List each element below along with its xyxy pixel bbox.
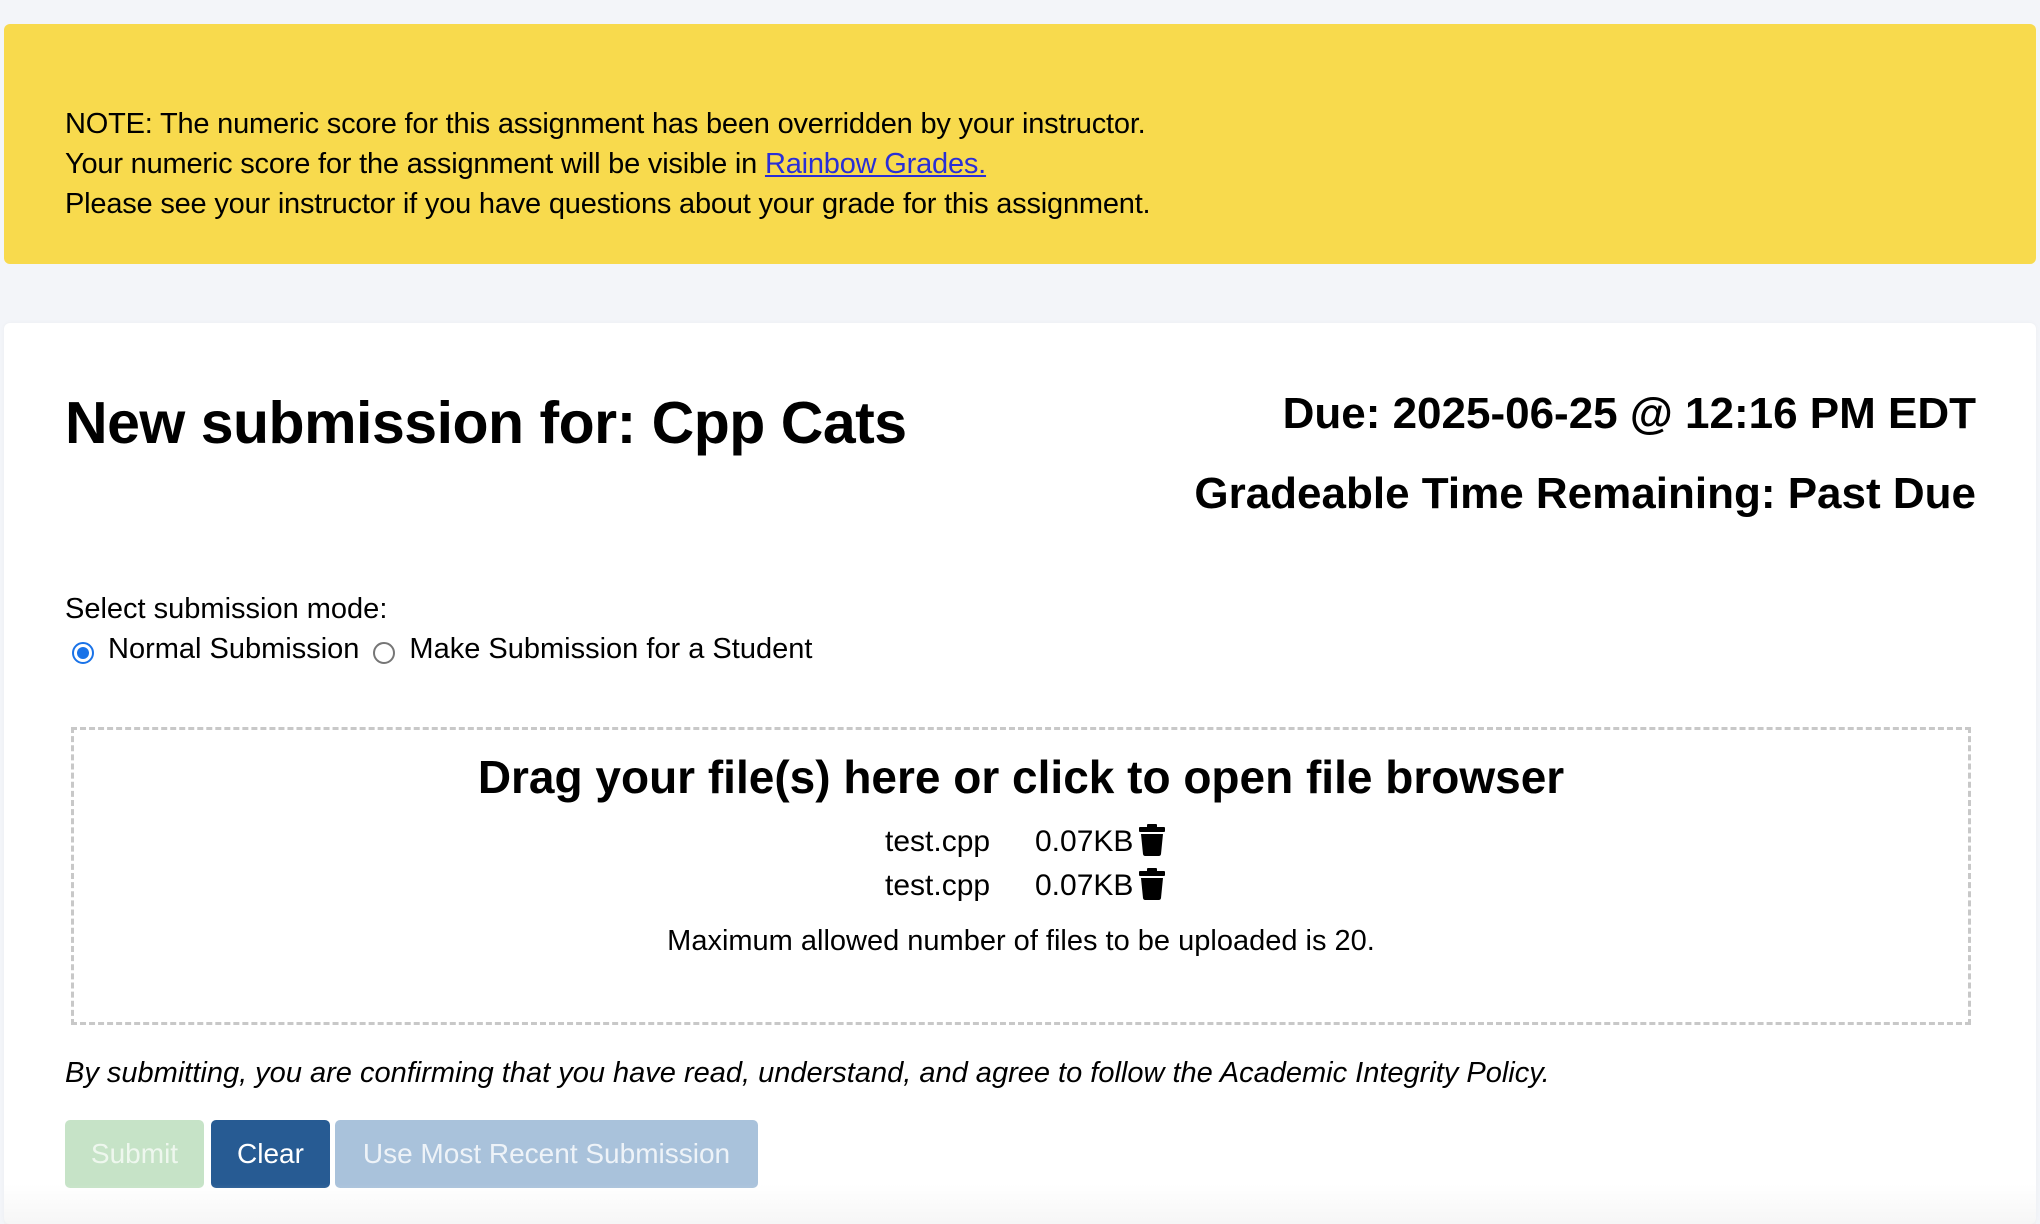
rainbow-grades-link[interactable]: Rainbow Grades. [764,148,987,180]
dropzone-title[interactable]: Drag your file(s) here or click to open file browser [477,751,1565,803]
notice-line-3: Please see your instructor if you have questions about your grade for this assignment. [65,188,1151,220]
trash-icon[interactable] [1139,868,1165,900]
submission-mode-label: Select submission mode: [65,593,388,625]
student-submission-label[interactable]: Make Submission for a Student [409,633,813,665]
file-list-item [885,869,1165,903]
max-files-note: Maximum allowed number of files to be uploaded is 20. [667,925,1375,957]
file-list-item [885,825,1165,859]
academic-integrity-statement: By submitting, you are confirming that you have read, understand, and agree to follow the Academic Integrity Policy. [65,1057,1550,1089]
file-name: test.cpp [885,825,991,858]
clear-button[interactable]: Clear [211,1120,330,1188]
student-submission-radio[interactable] [373,642,395,664]
notice-line-2 [65,144,2036,184]
use-most-recent-submission-button[interactable]: Use Most Recent Submission [335,1120,758,1188]
due-date: Due: 2025-06-25 @ 12:16 PM EDT [1282,389,1976,438]
notice-line-2-text: Your numeric score for the assignment will be visible in [65,148,765,180]
file-size: 0.07KB [1035,825,1134,858]
submission-card [4,323,2036,1224]
time-remaining: Gradeable Time Remaining: Past Due [1194,469,1976,518]
file-name: test.cpp [885,869,991,902]
file-dropzone[interactable] [71,727,1971,1025]
file-size: 0.07KB [1035,869,1134,902]
submit-button[interactable]: Submit [65,1120,204,1188]
page-title: New submission for: Cpp Cats [65,390,907,456]
normal-submission-radio[interactable] [72,642,94,664]
bottom-fade [4,1184,2036,1224]
override-notice-banner [4,24,2036,264]
normal-submission-label[interactable]: Normal Submission [108,633,360,665]
submission-mode-options [72,633,826,666]
trash-icon[interactable] [1139,824,1165,856]
notice-line-1: NOTE: The numeric score for this assignment has been overridden by your instructor. [65,108,1146,140]
